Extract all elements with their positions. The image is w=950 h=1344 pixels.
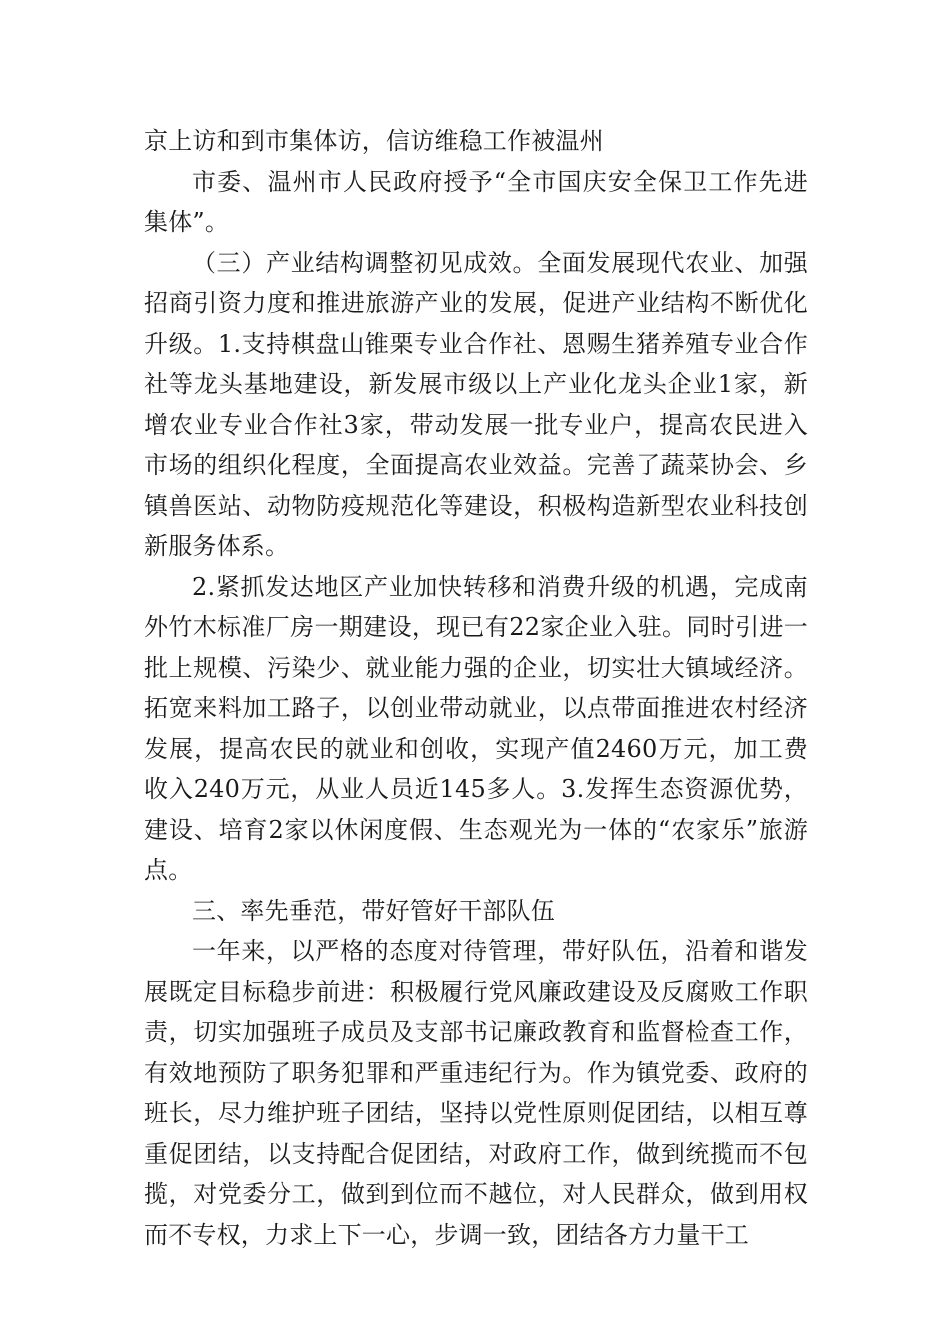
paragraph-award: 市委、温州市人民政府授予“全市国庆安全保卫工作先进集体”。 bbox=[144, 167, 808, 236]
document-body bbox=[144, 121, 808, 1255]
paragraph-continuation: 京上访和到市集体访，信访维稳工作被温州 bbox=[144, 127, 604, 155]
paragraph-team-management: 一年来，以严格的态度对待管理，带好队伍，沿着和谐发展既定目标稳步前进：积极履行党风廉政建设及反腐败工作职责，切实加强班子成员及支部书记廉政教育和监督检查工作，有效地预防了职务犯罪和严重违纪行为。作为镇党委、政府的班长，尽力维护班子团结，坚持以党性原则促团结，以相互尊重促团结，以支持配合促团结，对政府工作，做到统揽而不包揽，对党委分工，做到到位而不越位，对人民群众，做到用权而不专权，力求上下一心，步调一致，团结各方力量干工 bbox=[144, 937, 808, 1249]
paragraph-industry-structure: （三）产业结构调整初见成效。全面发展现代农业、加强招商引资力度和推进旅游产业的发展，促进产业结构不断优化升级。1.支持棋盘山锥栗专业合作社、恩赐生猪养殖专业合作社等龙头基地建设，新发展市级以上产业化龙头企业1家，新增农业专业合作社3家，带动发展一批专业户，提高农民进入市场的组织化程度，全面提高农业效益。完善了蔬菜协会、乡镇兽医站、动物防疫规范化等建设，积极构造新型农业科技创新服务体系。 bbox=[144, 248, 808, 560]
section-heading: 三、率先垂范，带好管好干部队伍 bbox=[192, 896, 555, 925]
paragraph-industry-transfer: 2.紧抓发达地区产业加快转移和消费升级的机遇，完成南外竹木标准厂房一期建设，现已有22家企业入驻。同时引进一批上规模、污染少、就业能力强的企业，切实壮大镇域经济。拓宽来料加工路子，以创业带动就业，以点带面推进农村经济发展，提高农民的就业和创收，实现产值2460万元，加工费收入240万元，从业人员近145多人。3.发挥生态资源优势，建设、培育2家以休闲度假、生态观光为一体的“农家乐”旅游点。 bbox=[144, 572, 808, 884]
